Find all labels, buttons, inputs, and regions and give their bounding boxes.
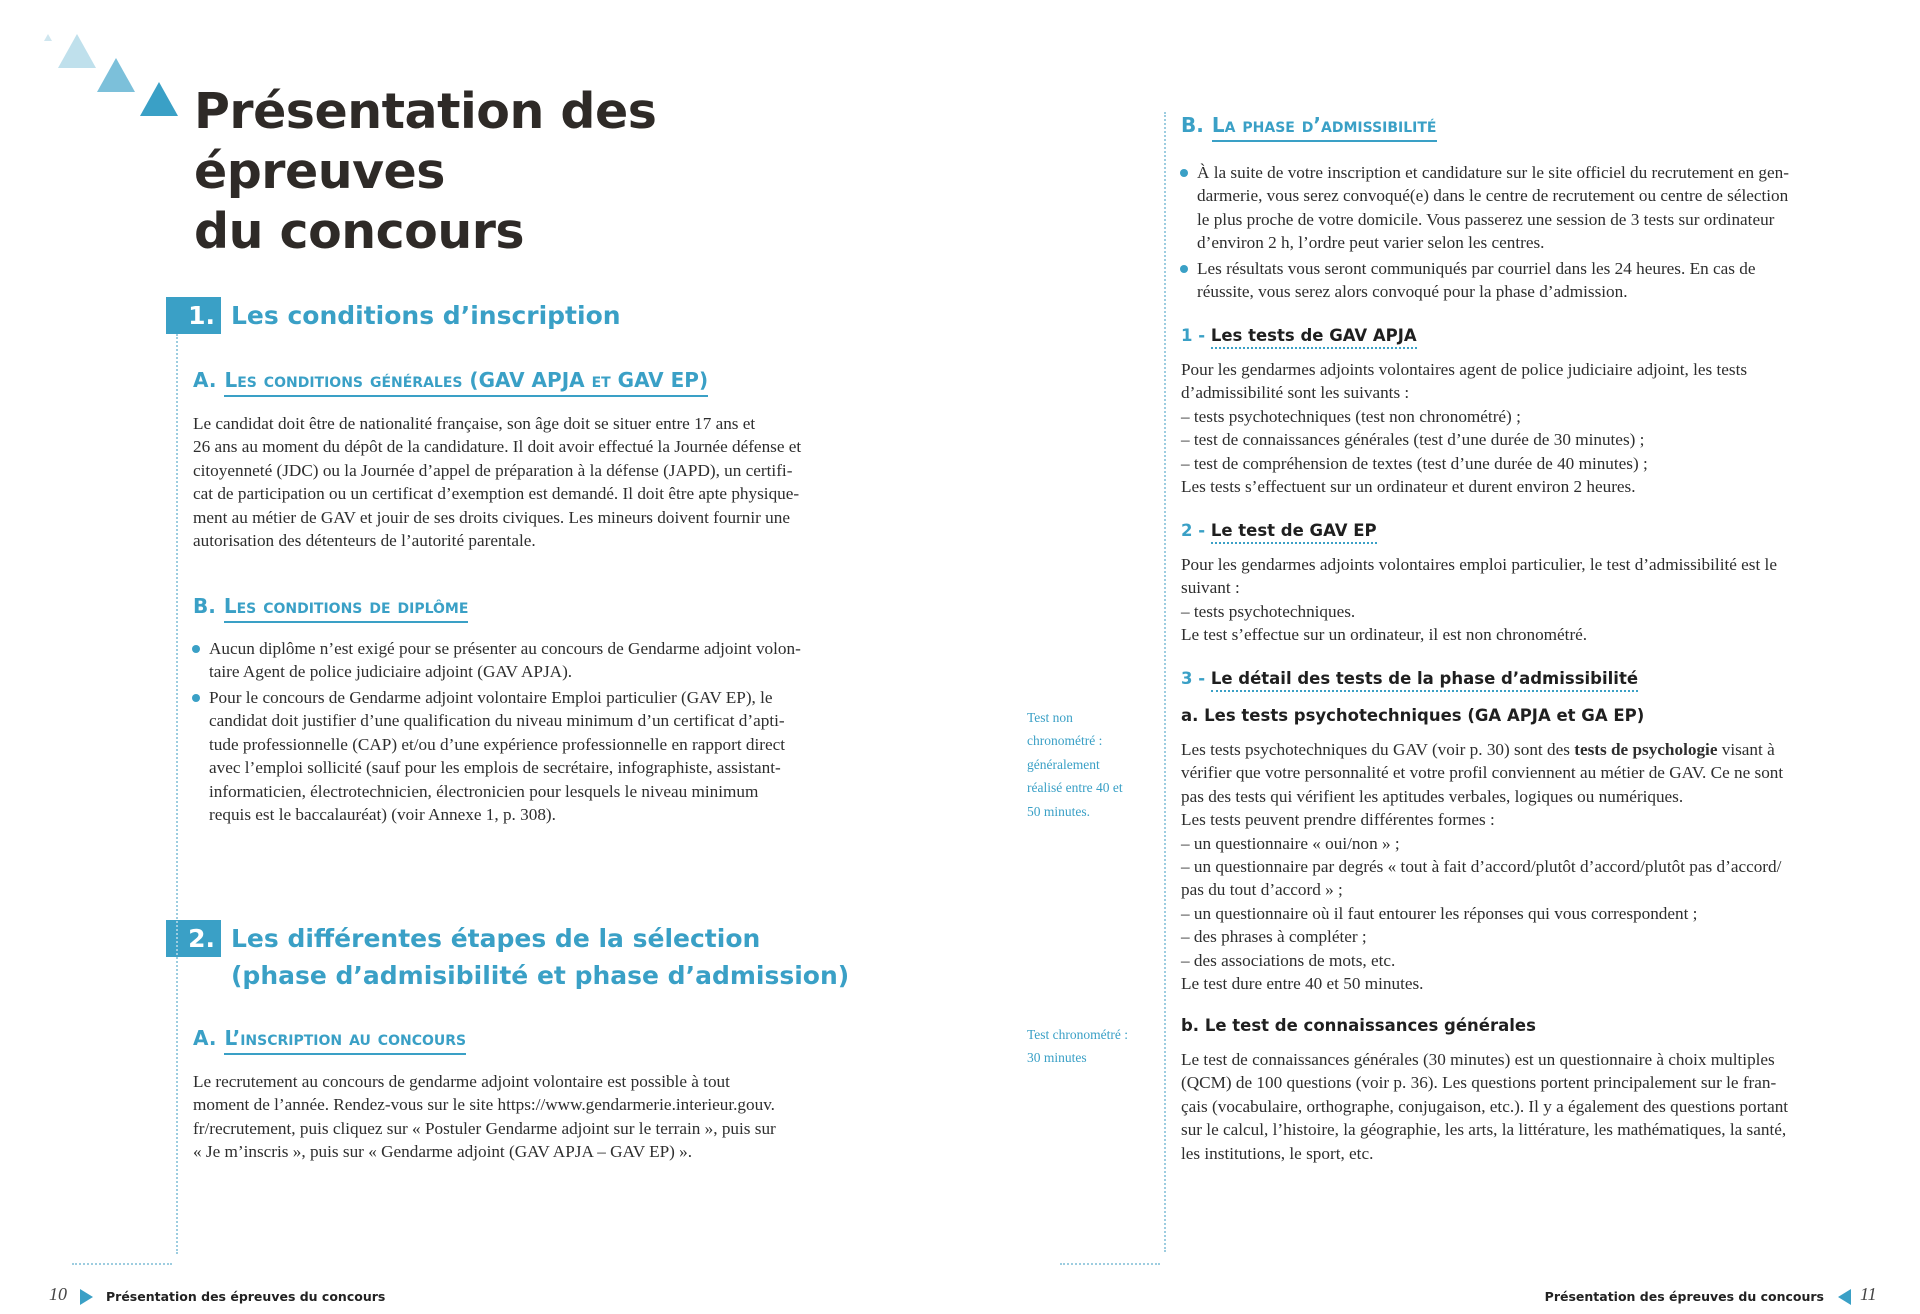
bullet-item <box>1179 257 1846 304</box>
text-span: visant à <box>1717 740 1775 759</box>
text-line: – des associations de mots, etc. <box>1181 950 1396 970</box>
subsection-heading-phase-admissibilite <box>1181 113 1437 137</box>
right-bottom-rule <box>1060 1263 1160 1265</box>
margin-note-2 <box>1027 1023 1147 1070</box>
bullet-item <box>1179 161 1846 255</box>
subsection-title: Les conditions générales (GAV APJA et GAV EP) <box>224 368 708 397</box>
text-line: – test de compréhension de textes (test d’une durée de 40 minutes) ; <box>1181 453 1648 473</box>
note-line: Test non <box>1027 710 1073 725</box>
heading-tests-psychotechniques: a. Les tests psychotechniques (GA APJA et GA EP) <box>1181 706 1645 725</box>
text-line: fr/recrutement, puis cliquez sur « Postuler Gendarme adjoint sur le terrain », puis sur <box>193 1118 776 1138</box>
page-number-left: 10 <box>49 1284 67 1304</box>
text-line: vérifier que votre personnalité et votre profil conviennent au métier de GAV. Ce ne sont <box>1181 763 1784 783</box>
section-title-line: (phase d’admisibilité et phase d’admission) <box>231 961 850 990</box>
right-margin-rule <box>1164 112 1166 1252</box>
text-line: Les tests peuvent prendre différentes formes : <box>1181 810 1495 830</box>
heading-number: 2 - <box>1181 521 1206 540</box>
text-line: avec l’emploi sollicité (sauf pour les emplois de secrétaire, infographiste, assistant- <box>209 758 781 778</box>
text-line: informaticien, électrotechnicien, électronicien pour lesquels le niveau minimum <box>209 781 759 801</box>
text-line: (QCM) de 100 questions (voir p. 36). Les questions portent principalement sur le fran- <box>1181 1073 1777 1093</box>
text-line: – un questionnaire « oui/non » ; <box>1181 833 1400 853</box>
left-bottom-rule <box>72 1263 172 1265</box>
text-line: cat de participation ou un certificat d’exemption est demandé. Il doit être apte physique- <box>193 484 800 504</box>
subsection-letter: A. <box>193 1026 217 1050</box>
text-line: Le test s’effectue sur un ordinateur, il est non chronométré. <box>1181 625 1588 645</box>
text-line: citoyenneté (JDC) ou la Journée d’appel de préparation à la défense (JAPD), un certifi- <box>193 460 793 480</box>
heading-title: Le test de GAV EP <box>1211 521 1377 544</box>
text-line: Le recrutement au concours de gendarme adjoint volontaire est possible à tout <box>193 1072 730 1091</box>
text-line: Les résultats vous seront communiqués par courriel dans les 24 heures. En cas de <box>1197 259 1756 278</box>
text-line: À la suite de votre inscription et candidature sur le site officiel du recrutement en gen- <box>1197 163 1789 182</box>
paragraph-conditions-generales <box>193 412 858 552</box>
text-line: pas du tout d’accord » ; <box>1181 880 1343 900</box>
text-span: Les tests psychotechniques du GAV (voir p. 30) sont des <box>1181 740 1575 759</box>
text-line: çais (vocabulaire, orthographe, conjugaison, etc.). Il y a également des questions portant <box>1181 1096 1789 1116</box>
page-title-line2: du concours <box>194 203 525 260</box>
paragraph-connaissances-generales <box>1181 1048 1846 1165</box>
text-line: – tests psychotechniques (test non chronométré) ; <box>1181 406 1521 426</box>
text-line: Pour les gendarmes adjoints volontaires agent de police judiciaire adjoint, les tests <box>1181 360 1748 379</box>
text-line: – test de connaissances générales (test d’une durée de 30 minutes) ; <box>1181 430 1645 450</box>
paragraph-test-gav-ep <box>1181 553 1846 647</box>
text-line: – un questionnaire où il faut entourer les réponses qui vous correspondent ; <box>1181 903 1698 923</box>
subsection-letter: A. <box>193 368 217 392</box>
text-line: requis est le baccalauréat) (voir Annexe 1, p. 308). <box>209 805 556 825</box>
text-line: Le test dure entre 40 et 50 minutes. <box>1181 974 1424 994</box>
subsection-heading-conditions-diplome <box>193 594 468 618</box>
heading-title: Les tests de GAV APJA <box>1211 326 1417 349</box>
section-title-2 <box>231 920 849 994</box>
deco-triangle-small <box>44 34 52 41</box>
text-line: pas des tests qui vérifient les aptitudes verbales, logiques ou numériques. <box>1181 786 1684 806</box>
heading-number: 1 - <box>1181 326 1206 345</box>
text-line: les institutions, le sport, etc. <box>1181 1143 1374 1163</box>
heading-number: 3 - <box>1181 669 1206 688</box>
margin-note-1 <box>1027 706 1147 823</box>
section-title-1: Les conditions d’inscription <box>231 301 621 330</box>
text-line: le plus proche de votre domicile. Vous passerez une session de 3 tests sur ordinateur <box>1197 209 1775 229</box>
subsection-letter: B. <box>193 594 216 618</box>
text-line: Les tests s’effectuent sur un ordinateur et durent environ 2 heures. <box>1181 477 1636 497</box>
subsection-title: La phase d’admissibilité <box>1212 113 1437 142</box>
text-line: – des phrases à compléter ; <box>1181 927 1367 947</box>
note-line: réalisé entre 40 et <box>1027 780 1123 796</box>
text-line: d’environ 2 h, l’ordre peut varier selon les centres. <box>1197 233 1545 253</box>
footer-arrow-left-icon <box>1838 1289 1851 1305</box>
text-line: « Je m’inscris », puis sur « Gendarme adjoint (GAV APJA – GAV EP) ». <box>193 1142 693 1162</box>
page-title <box>194 82 914 262</box>
text-line: moment de l’année. Rendez-vous sur le site https://www.gendarmerie.interieur.gouv. <box>193 1095 775 1115</box>
text-line: taire Agent de police judiciaire adjoint (GAV APJA). <box>209 662 573 682</box>
text-line: Pour les gendarmes adjoints volontaires emploi particulier, le test d’admissibilité est le <box>1181 555 1777 574</box>
text-line: sur le calcul, l’histoire, la géographie, les arts, la littérature, les mathématiques, la santé, <box>1181 1120 1787 1140</box>
note-line: 50 minutes. <box>1027 803 1090 819</box>
text-line: Le test de connaissances générales (30 minutes) est un questionnaire à choix multiples <box>1181 1050 1775 1069</box>
bold-term: tests de psychologie <box>1574 740 1718 759</box>
bullet-item <box>191 686 859 826</box>
footer-text-left: Présentation des épreuves du concours <box>106 1289 386 1304</box>
footer-arrow-right-icon <box>80 1289 93 1305</box>
section-number-2: 2. <box>166 920 221 957</box>
text-line: Aucun diplôme n’est exigé pour se présenter au concours de Gendarme adjoint volon- <box>209 639 801 658</box>
note-line: Test chronométré : <box>1027 1027 1129 1042</box>
bullet-item <box>191 637 859 684</box>
heading-detail-tests <box>1181 669 1638 688</box>
left-margin-rule <box>176 334 178 1254</box>
subsection-heading-inscription <box>193 1026 466 1050</box>
text-line: tude professionnelle (CAP) et/ou d’une expérience professionnelle en rapport direct <box>209 734 786 754</box>
text-line: candidat doit justifier d’une qualification du niveau minimum d’un certificat d’apti- <box>209 711 785 731</box>
text-line: suivant : <box>1181 578 1240 598</box>
deco-triangle-1 <box>58 34 96 68</box>
text-line: autorisation des détenteurs de l’autorité parentale. <box>193 531 536 551</box>
text-line: d’admissibilité sont les suivants : <box>1181 383 1410 403</box>
deco-triangle-2 <box>97 58 135 92</box>
paragraph-tests-psychotechniques <box>1181 738 1846 995</box>
page-title-line1: Présentation des épreuves <box>194 83 657 200</box>
text-line: darmerie, vous serez convoqué(e) dans le centre de recrutement ou centre de sélection <box>1197 186 1789 206</box>
deco-triangle-3 <box>140 82 178 116</box>
heading-test-gav-ep <box>1181 521 1377 540</box>
paragraph-tests-gav-apja <box>1181 358 1846 498</box>
heading-tests-gav-apja <box>1181 326 1417 345</box>
text-line: – tests psychotechniques. <box>1181 601 1356 621</box>
footer-text-right: Présentation des épreuves du concours <box>1544 1289 1824 1304</box>
paragraph-inscription <box>193 1070 858 1164</box>
heading-connaissances-generales: b. Le test de connaissances générales <box>1181 1016 1536 1035</box>
subsection-title: L’inscription au concours <box>224 1026 466 1055</box>
section-title-line: Les différentes étapes de la sélection <box>231 924 761 953</box>
section-number-1: 1. <box>166 297 221 334</box>
subsection-heading-conditions-generales <box>193 368 708 392</box>
text-line: ment au métier de GAV et jouir de ses droits civiques. Les mineurs doivent fournir une <box>193 507 790 527</box>
note-line: 30 minutes <box>1027 1050 1087 1066</box>
page-number-right: 11 <box>1860 1284 1877 1304</box>
text-line: – un questionnaire par degrés « tout à fait d’accord/plutôt d’accord/plutôt pas d’accord/ <box>1181 857 1782 877</box>
text-line <box>1181 738 1846 761</box>
text-line: réussite, vous serez alors convoqué pour la phase d’admission. <box>1197 282 1628 302</box>
note-line: chronométré : <box>1027 733 1103 749</box>
subsection-title: Les conditions de diplôme <box>224 594 469 623</box>
text-line: 26 ans au moment du dépôt de la candidature. Il doit avoir effectué la Journée défense et <box>193 437 802 457</box>
subsection-letter: B. <box>1181 113 1204 137</box>
text-line: Le candidat doit être de nationalité française, son âge doit se situer entre 17 ans et <box>193 414 756 433</box>
note-line: généralement <box>1027 756 1100 772</box>
text-line: Pour le concours de Gendarme adjoint volontaire Emploi particulier (GAV EP), le <box>209 688 773 707</box>
heading-title: Le détail des tests de la phase d’admissibilité <box>1211 669 1638 692</box>
